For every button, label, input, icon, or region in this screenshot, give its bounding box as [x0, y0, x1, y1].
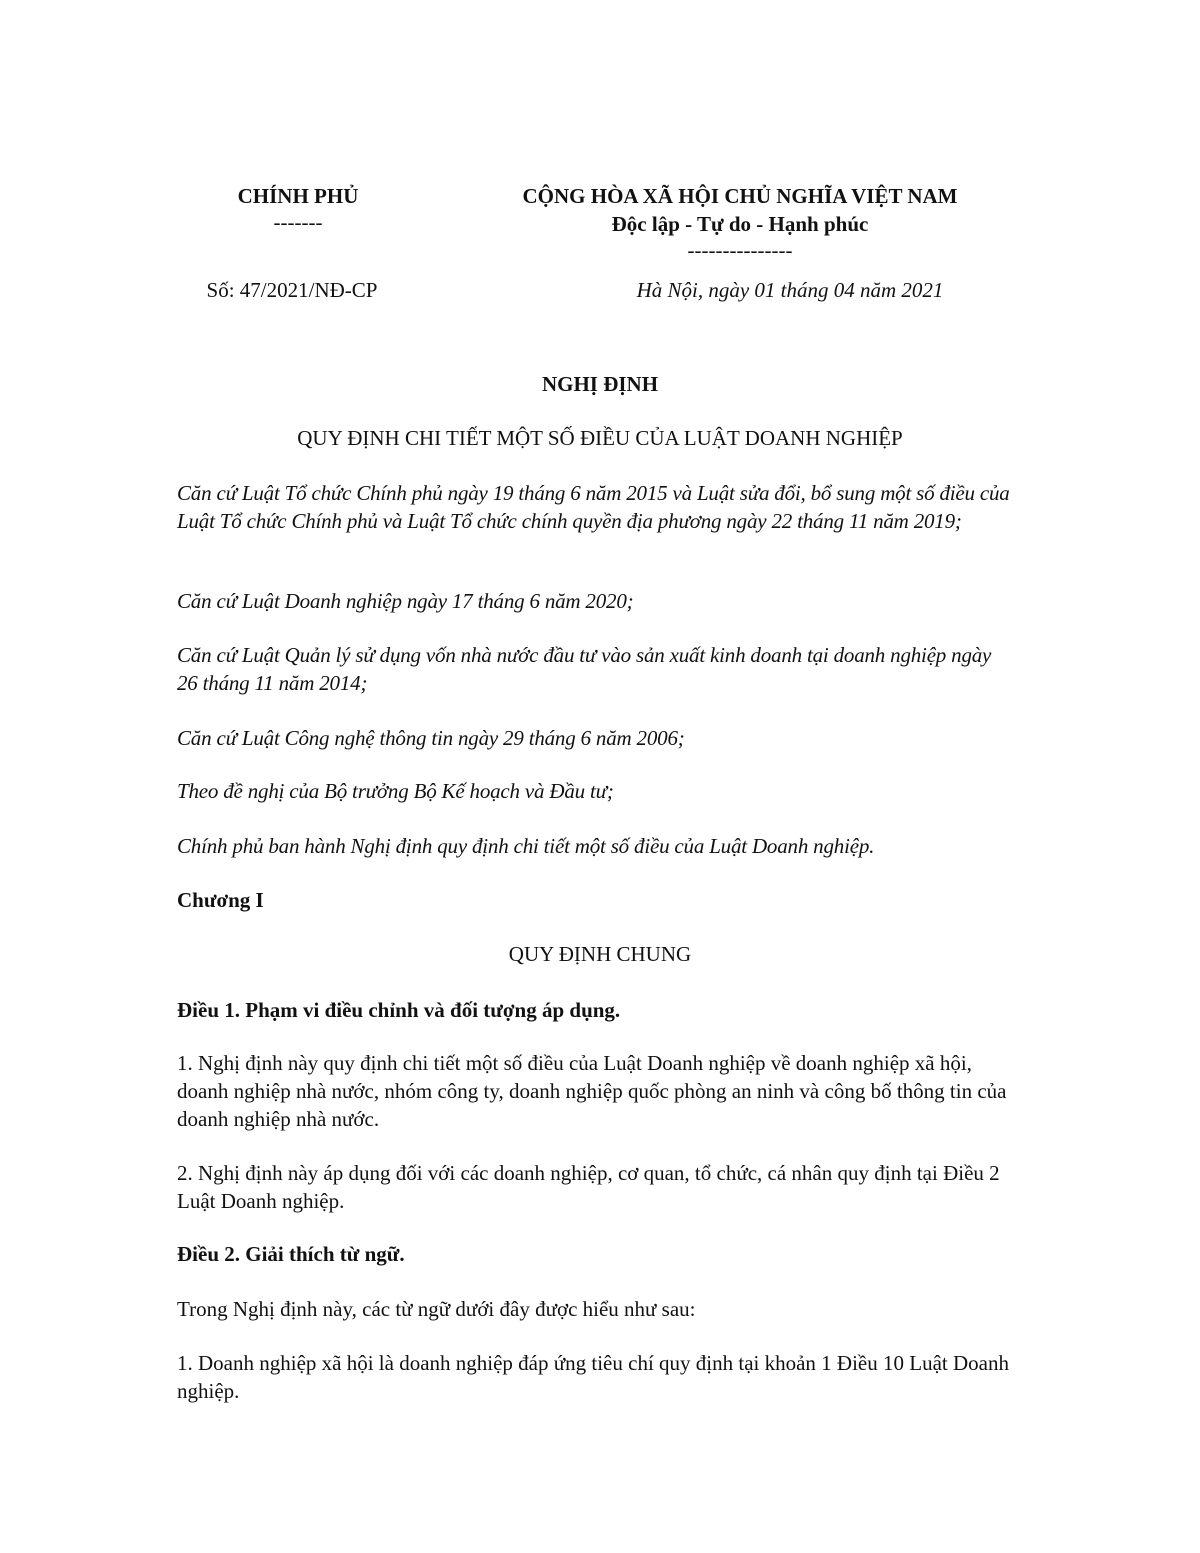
preamble-enactment: Chính phủ ban hành Nghị định quy định chi tiết một số điều của Luật Doanh nghiệp. [177, 834, 875, 858]
motto-divider: --------------- [687, 238, 793, 262]
national-motto: Độc lập - Tự do - Hạnh phúc [611, 212, 869, 236]
article-2-intro: Trong Nghị định này, các từ ngữ dưới đây được hiểu như sau: [177, 1297, 696, 1321]
preamble-basis-4: Căn cứ Luật Công nghệ thông tin ngày 29 tháng 6 năm 2006; [177, 726, 685, 750]
article-1-heading: Điều 1. Phạm vi điều chỉnh và đối tượng áp dụng. [177, 998, 621, 1022]
article-2-heading: Điều 2. Giải thích từ ngữ. [177, 1242, 405, 1266]
preamble-basis-2: Căn cứ Luật Doanh nghiệp ngày 17 tháng 6 năm 2020; [177, 589, 634, 613]
article-1-clause-2: 2. Nghị định này áp dụng đối với các doanh nghiệp, cơ quan, tổ chức, cá nhân quy định tại Điều 2 Luật Doanh nghiệp. [177, 1161, 1000, 1213]
article-1-clause-1: 1. Nghị định này quy định chi tiết một số điều của Luật Doanh nghiệp về doanh nghiệp xã hội, doanh nghiệp nhà nước, nhóm công ty, doanh nghiệp quốc phòng an ninh và công bố thông tin của doanh nghiệp nhà nước. [177, 1051, 1007, 1131]
preamble-proposal: Theo đề nghị của Bộ trưởng Bộ Kế hoạch và Đầu tư; [177, 779, 614, 803]
preamble-basis-1: Căn cứ Luật Tổ chức Chính phủ ngày 19 tháng 6 năm 2015 và Luật sửa đổi, bổ sung một số điều của Luật Tổ chức Chính phủ và Luật Tổ chức chính quyền địa phương ngày 22 tháng 11 năm 2019; [177, 481, 1010, 533]
article-2-clause-1: 1. Doanh nghiệp xã hội là doanh nghiệp đáp ứng tiêu chí quy định tại khoản 1 Điều 10 Luật Doanh nghiệp. [177, 1351, 1009, 1403]
preamble-basis-3: Căn cứ Luật Quản lý sử dụng vốn nhà nước đầu tư vào sản xuất kinh doanh tại doanh nghiệp ngày 26 tháng 11 năm 2014; [177, 643, 992, 695]
nation-title: CỘNG HÒA XÃ HỘI CHỦ NGHĨA VIỆT NAM [522, 184, 958, 208]
document-type: NGHỊ ĐỊNH [541, 372, 659, 396]
chapter-title: QUY ĐỊNH CHUNG [508, 942, 692, 966]
document-number: Số: 47/2021/NĐ-CP [206, 278, 378, 302]
issuing-agency: CHÍNH PHỦ [237, 184, 359, 208]
document-subject: QUY ĐỊNH CHI TIẾT MỘT SỐ ĐIỀU CỦA LUẬT DOANH NGHIỆP [297, 426, 903, 450]
place-and-date: Hà Nội, ngày 01 tháng 04 năm 2021 [636, 278, 944, 302]
chapter-label: Chương I [177, 888, 264, 912]
agency-divider: ------- [273, 210, 323, 234]
